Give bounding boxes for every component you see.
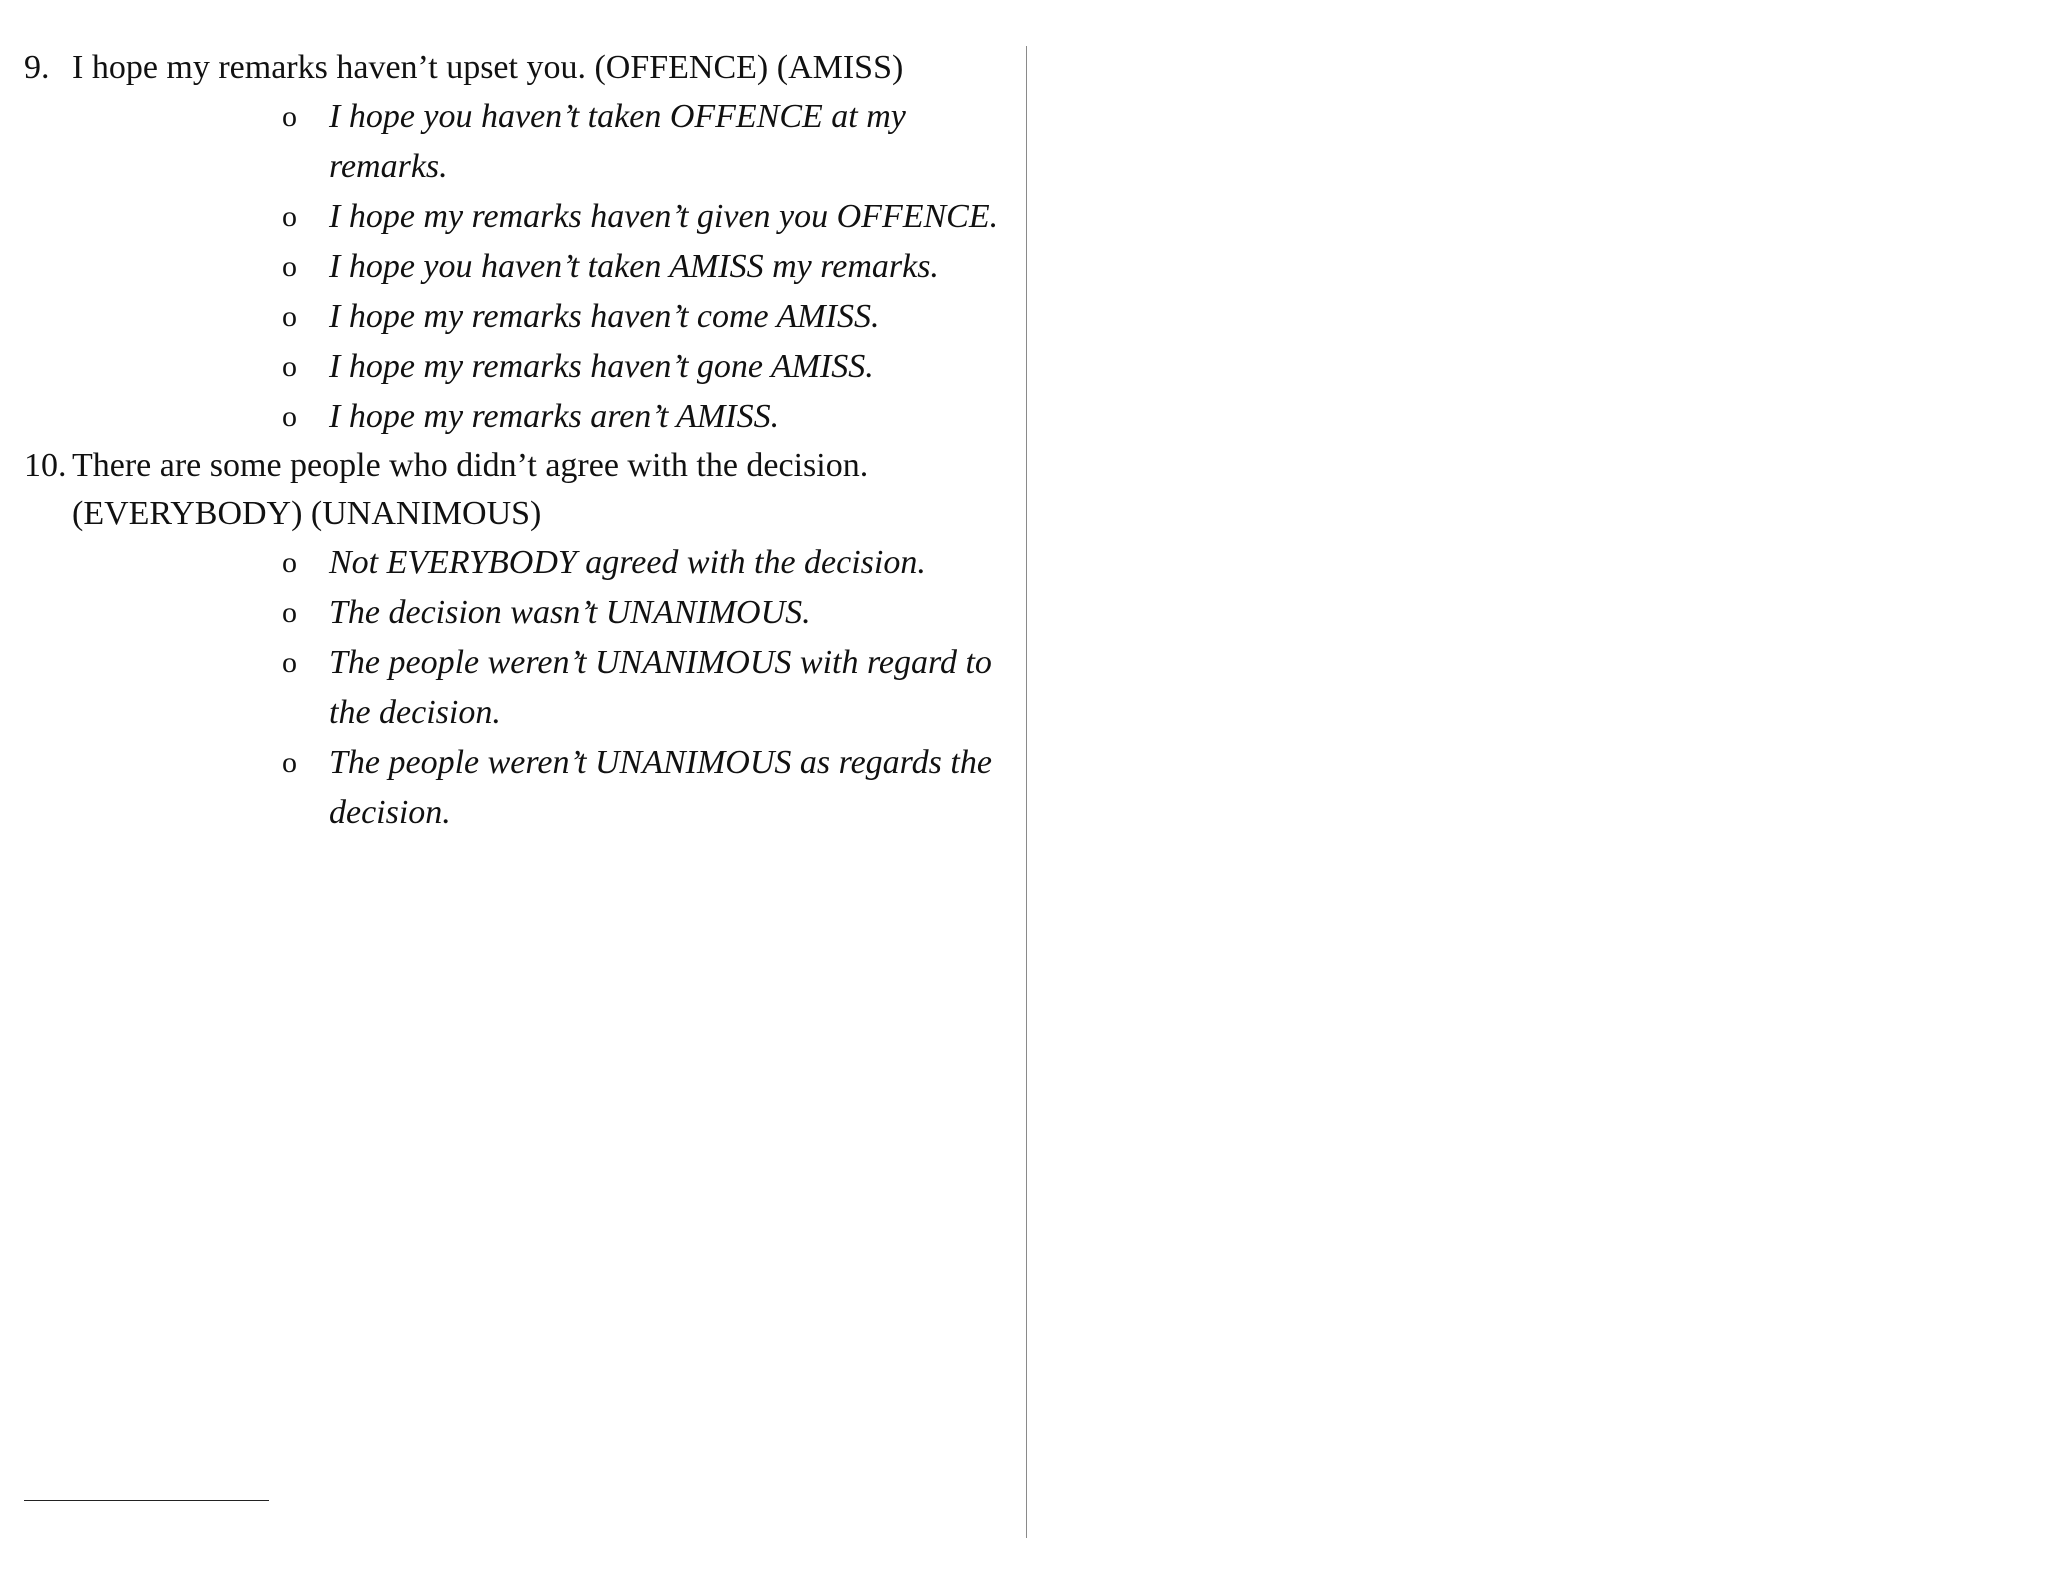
left-column [24, 44, 1024, 838]
circle-bullet-icon: o [282, 300, 297, 333]
answer-text: I hope my remarks haven’t come AMISS. [329, 298, 880, 335]
circle-bullet-icon: o [282, 746, 297, 779]
exercise-item-10 [24, 442, 1024, 538]
answer-item [24, 538, 999, 588]
answer-text: The decision wasn’t UNANIMOUS. [329, 594, 811, 631]
answer-text: Not EVERYBODY agreed with the decision. [329, 544, 926, 581]
answer-text: The people weren’t UNANIMOUS with regard to the decision. [329, 644, 992, 731]
item-prompt: I hope my remarks haven’t upset you. (OFFENCE) (AMISS) [72, 49, 904, 86]
item-number: 9. [24, 49, 50, 86]
answer-text: I hope you haven’t taken OFFENCE at my remarks. [329, 98, 906, 185]
answer-item [24, 192, 999, 242]
answer-item [24, 588, 999, 638]
circle-bullet-icon: o [282, 200, 297, 233]
answer-text: The people weren’t UNANIMOUS as regards the decision. [329, 744, 992, 831]
answer-item [24, 392, 999, 442]
exercise-item-9 [24, 44, 1024, 92]
circle-bullet-icon: o [282, 596, 297, 629]
item-number: 10. [24, 447, 67, 484]
answer-list-10 [24, 538, 1024, 838]
answer-text: I hope my remarks haven’t gone AMISS. [329, 348, 874, 385]
answer-list-9 [24, 92, 1024, 442]
answer-item [24, 292, 999, 342]
answer-text: I hope my remarks aren’t AMISS. [329, 398, 780, 435]
footnote-separator [24, 1500, 269, 1501]
answer-item [24, 92, 999, 192]
answer-item [24, 738, 999, 838]
answer-text: I hope you haven’t taken AMISS my remarks. [329, 248, 939, 285]
answer-text: I hope my remarks haven’t given you OFFENCE. [329, 198, 999, 235]
column-divider [1026, 46, 1027, 1538]
circle-bullet-icon: o [282, 100, 297, 133]
answer-item [24, 242, 999, 292]
circle-bullet-icon: o [282, 400, 297, 433]
circle-bullet-icon: o [282, 250, 297, 283]
answer-item [24, 342, 999, 392]
answer-item [24, 638, 999, 738]
circle-bullet-icon: o [282, 350, 297, 383]
item-prompt: There are some people who didn’t agree with the decision. (EVERYBODY) (UNANIMOUS) [72, 447, 869, 532]
circle-bullet-icon: o [282, 546, 297, 579]
circle-bullet-icon: o [282, 646, 297, 679]
